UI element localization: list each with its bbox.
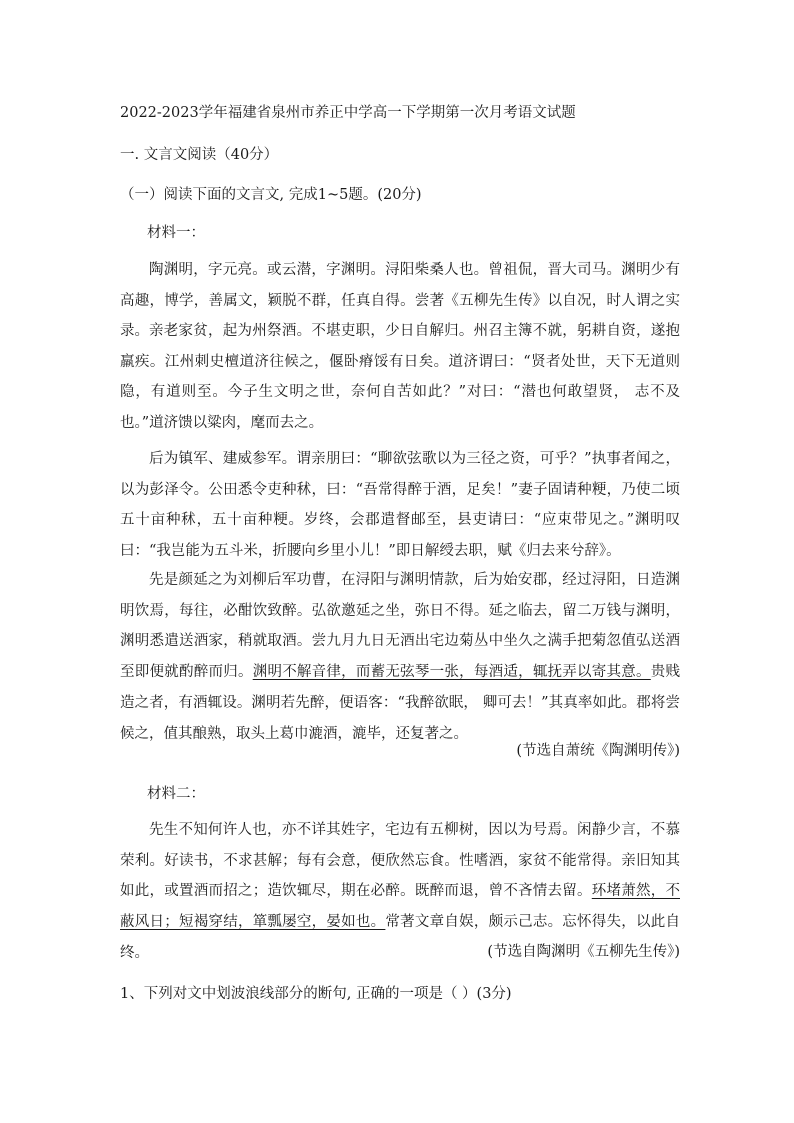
material1-p4-before: 先是颜延之为刘柳后军功曹，在浔阳与渊明情款，后为始安郡，经过浔阳，日造渊明饮焉，每往，必酣饮致醉。弘欲邀延之坐，弥日不得。延之临去，留二万钱与渊明，渊明悉遣送酒家，稍就取酒。尝九月九日无酒出宅边菊丛中坐久之满手把菊忽值弘送酒至即便就酌醉而归。: [120, 572, 680, 681]
material2-p-underlined: 环堵萧然，不蔽风日；短褐穿结，箪瓢屡空，晏如也。: [120, 883, 680, 931]
material1-paragraph-1: 陶渊明，字元亮。或云潜，字渊明。浔阳柴桑人也。曾祖侃，晋大司马。渊明少有高趣，博学，善属文，颖脱不群，任真自得。尝著《五柳先生传》以自况，时人谓之实录。: [120, 262, 680, 340]
material1-source: (节选自萧统《陶渊明传》): [516, 743, 680, 759]
material2-p-before: 先生不知何许人也，亦不详其姓字，宅边有五柳树，因以为号焉。闲静少言，不慕荣利。好读书，不求甚解；每有会意，便欣然忘食。性嗜酒，家贫不能常得。亲旧知其如此，或置酒而招之；造饮辄尽，期在必醉。既醉而退，曾不吝情去留。: [120, 822, 680, 900]
material2-source: (节选自陶渊明《五柳先生传》): [487, 944, 680, 960]
material1-p4-after: 贵贱造之者，有酒辄设。渊明若先醉，便语客：“我醉欲眠， 卿可去！”其真率如此。郡将尝候之，值其酿熟，取头上葛巾漉酒，漉毕，还复著之。: [120, 664, 681, 742]
material2-label: 材料二：: [147, 786, 205, 802]
question-1: 1、下列对文中划波浪线部分的断句, 正确的一项是（ ）(3分): [120, 986, 512, 1002]
material2-p-after: 常著文章自娱，颇示己志。忘怀得失，以此自终。: [120, 914, 681, 961]
material1-paragraph-3: 后为镇军、建威参军。谓亲朋曰：“聊欲弦歌以为三径之资，可乎？”执事者闻之，以为彭泽令。公田悉令吏种秫，曰：“吾常得醉于酒，足矣！”妻子固请种粳，乃使二顷五十亩种秫，五十亩种粳。岁终，会郡遣督邮至，县吏请曰：“应束带见之。”渊明叹曰：“我岂能为五斗米，折腰向乡里小儿！”即日解绶去职，赋《归去来兮辞》。: [120, 451, 680, 560]
subsection-heading: （一）阅读下面的文言文, 完成1~5题。(20分): [120, 187, 422, 203]
material1-paragraph-2: 亲老家贫，起为州祭酒。不堪吏职，少日自解归。州召主簿不就，躬耕自资，遂抱羸疾。江州刺史檀道济往候之，偃卧瘠馁有日矣。道济谓曰：“贤者处世，天下无道则隐，有道则至。今子生文明之世，奈何自苦如此？”对曰：“潜也何敢望贤， 志不及也。”道济馈以粱肉，麾而去之。: [120, 323, 680, 432]
material1-p4-underlined: 渊明不解音律，而蓄无弦琴一张，每酒适，辄抚弄以寄其意。: [252, 664, 651, 681]
document-title: 2022-2023学年福建省泉州市养正中学高一下学期第一次月考语文试题: [120, 105, 576, 121]
section-heading: 一. 文言文阅读（40分）: [120, 147, 279, 163]
material1-label: 材料一：: [147, 225, 205, 241]
material1-paragraph-4: [120, 565, 680, 749]
